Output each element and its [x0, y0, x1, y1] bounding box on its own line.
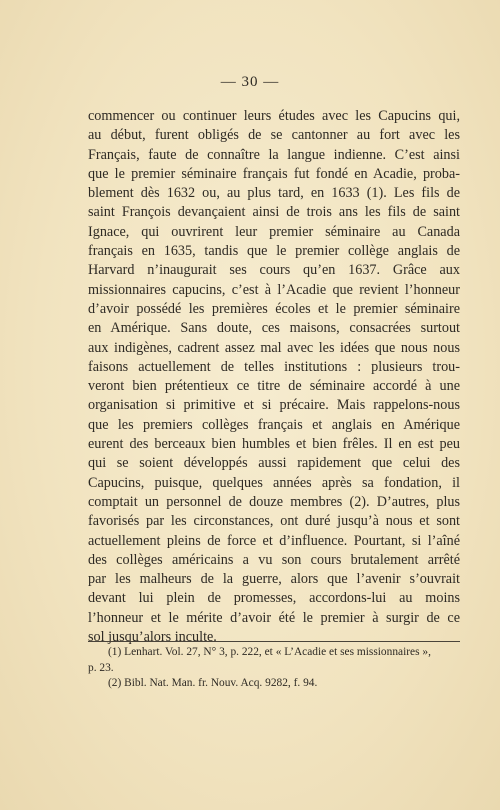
text-line: l’honneur et le mérite d’avoir été le premier à surgir de ce — [88, 609, 460, 626]
footnote-separator — [88, 641, 460, 642]
footnote-2: (2) Bibl. Nat. Man. fr. Nouv. Acq. 9282, f. 94. — [108, 677, 318, 689]
text-line: favorisés par les circonstances, ont duré jusqu’à nous et sont — [88, 513, 460, 530]
text-line: missionnaires capucins, c’est à l’Acadie que revient l’honneur — [88, 281, 460, 298]
text-line: par les malheurs de la guerre, alors que l’avenir s’ouvrait — [88, 571, 460, 588]
text-line: faisons actuellement de telles institutions : plusieurs trou- — [88, 358, 460, 375]
text-line: commencer ou continuer leurs études avec les Capucins qui, — [88, 108, 460, 124]
text-line: que les premiers collèges français et anglais en Amérique — [88, 416, 460, 433]
text-line: sol jusqu’alors inculte. — [88, 629, 217, 646]
text-line: que le premier séminaire français fut fondé en Acadie, proba- — [88, 165, 460, 182]
footnote-1: (1) Lenhart. Vol. 27, N° 3, p. 222, et « L’Acadie et ses missionnaires », — [108, 646, 431, 658]
text-line: Français, faute de connaître la langue indienne. C’est ainsi — [88, 146, 460, 163]
text-line: saint François devançaient ainsi de trois ans les fils de saint — [88, 204, 460, 221]
text-line: eurent des berceaux bien humbles et bien frêles. Il en est peu — [88, 436, 460, 453]
text-line: français en 1635, tandis que le premier collège anglais de — [88, 243, 460, 260]
text-line: veront bien prétentieux ce titre de séminaire accordé à une — [88, 378, 460, 395]
text-line: qui se soient développés aussi rapidement que celui des — [88, 455, 460, 472]
text-line: en Amérique. Sans doute, ces maisons, consacrées surtout — [88, 320, 460, 337]
text-line: organisation si primitive et si précaire. Mais rappelons-nous — [88, 397, 460, 414]
text-line: Capucins, puisque, quelques années après sa fondation, il — [88, 474, 460, 491]
footnotes — [88, 645, 460, 692]
text-line: blement dès 1632 ou, au plus tard, en 1633 (1). Les fils de — [88, 185, 460, 202]
text-line: Harvard n’inaugurait ses cours qu’en 1637. Grâce aux — [88, 262, 460, 279]
text-line: d’avoir possédé les premières écoles et le premier séminaire — [88, 300, 460, 317]
text-line: des collèges américains a vu son cours brutalement arrêté — [88, 551, 460, 568]
text-line: actuellement pleins de force et d’influence. Pourtant, si l’aîné — [88, 532, 460, 549]
text-line: au début, furent obligés de se cantonner au fort avec les — [88, 127, 460, 144]
text-line: comptait un personnel de douze membres (2). D’autres, plus — [88, 493, 460, 510]
text-line: aux indigènes, cadrent assez mal avec les idées que nous nous — [88, 339, 460, 356]
footnote-1-continuation: p. 23. — [88, 661, 114, 674]
page-number: — 30 — — [220, 74, 280, 90]
text-line: devant lui plein de promesses, accordons-lui au moins — [88, 590, 460, 607]
text-line: Ignace, qui ouvrirent leur premier séminaire au Canada — [88, 223, 460, 240]
body-text — [88, 107, 460, 647]
